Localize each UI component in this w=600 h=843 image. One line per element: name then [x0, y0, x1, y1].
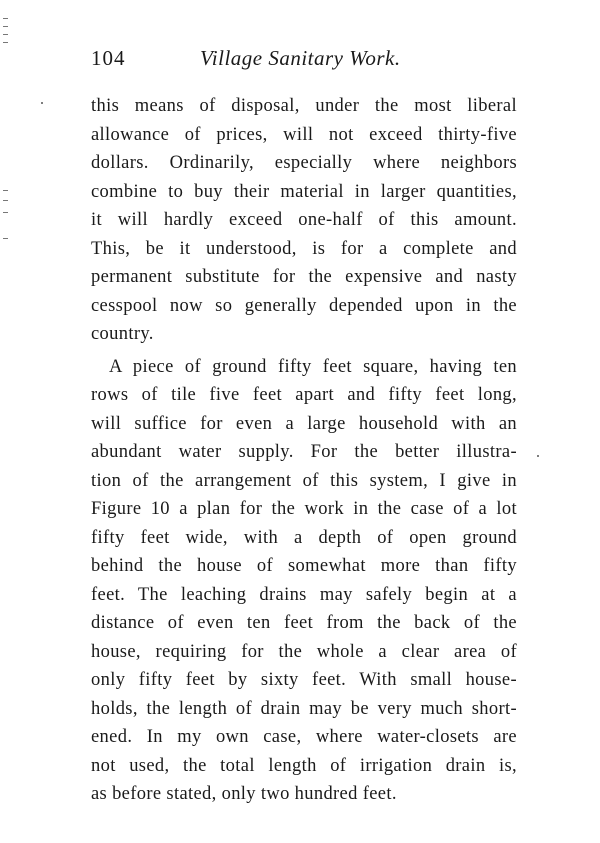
text-line: this means of disposal, under the most liberal — [91, 96, 517, 116]
body-text — [91, 92, 517, 809]
running-title: Village Sanitary Work. — [200, 46, 401, 70]
margin-mark — [3, 200, 8, 201]
text-line: holds, the length of drain may be very much short- — [91, 698, 517, 719]
margin-mark — [3, 190, 8, 191]
text-line: This, be it understood, is for a complete and — [91, 238, 517, 259]
margin-mark — [3, 26, 8, 27]
margin-mark — [3, 42, 8, 43]
text-line: country. — [91, 324, 154, 344]
text-line: abundant water supply. For the better illustra- — [91, 442, 517, 462]
text-line: only fifty feet by sixty feet. With small house- — [91, 670, 517, 690]
text-line: permanent substitute for the expensive and nasty — [91, 267, 517, 287]
paragraph-2 — [91, 353, 517, 809]
text-line: tion of the arrangement of this system, I give in — [91, 470, 517, 491]
text-line: will suffice for even a large household with an — [91, 413, 517, 434]
text-line: ened. In my own case, where water-closets are — [91, 727, 517, 747]
speck — [537, 455, 539, 457]
text-line: allowance of prices, will not exceed thirty-five — [91, 124, 517, 145]
text-line: as before stated, only two hundred feet. — [91, 784, 397, 804]
page-number: 104 — [91, 46, 126, 70]
text-line: combine to buy their material in larger quantities, — [91, 181, 517, 202]
speck — [41, 102, 43, 104]
text-line: fifty feet wide, with a depth of open ground — [91, 527, 517, 548]
paragraph-1 — [91, 92, 517, 349]
margin-mark — [3, 18, 8, 19]
text-line: A piece of ground fifty feet square, having ten — [109, 356, 517, 377]
text-line: Figure 10 a plan for the work in the case of a lot — [91, 499, 517, 519]
text-line: distance of even ten feet from the back of the — [91, 613, 517, 633]
margin-mark — [3, 34, 8, 35]
text-line: house, requiring for the whole a clear area of — [91, 641, 517, 662]
text-line: it will hardly exceed one-half of this amount. — [91, 210, 517, 230]
margin-mark — [3, 212, 8, 213]
text-line: rows of tile five feet apart and fifty feet long, — [91, 385, 517, 405]
text-line: not used, the total length of irrigation drain is, — [91, 755, 517, 776]
page-header — [91, 46, 523, 76]
text-line: behind the house of somewhat more than fifty — [91, 556, 517, 576]
text-line: cesspool now so generally depended upon in the — [91, 295, 517, 316]
text-line: feet. The leaching drains may safely begin at a — [91, 584, 517, 605]
margin-mark — [3, 238, 8, 239]
text-line: dollars. Ordinarily, especially where neighbors — [91, 153, 517, 173]
